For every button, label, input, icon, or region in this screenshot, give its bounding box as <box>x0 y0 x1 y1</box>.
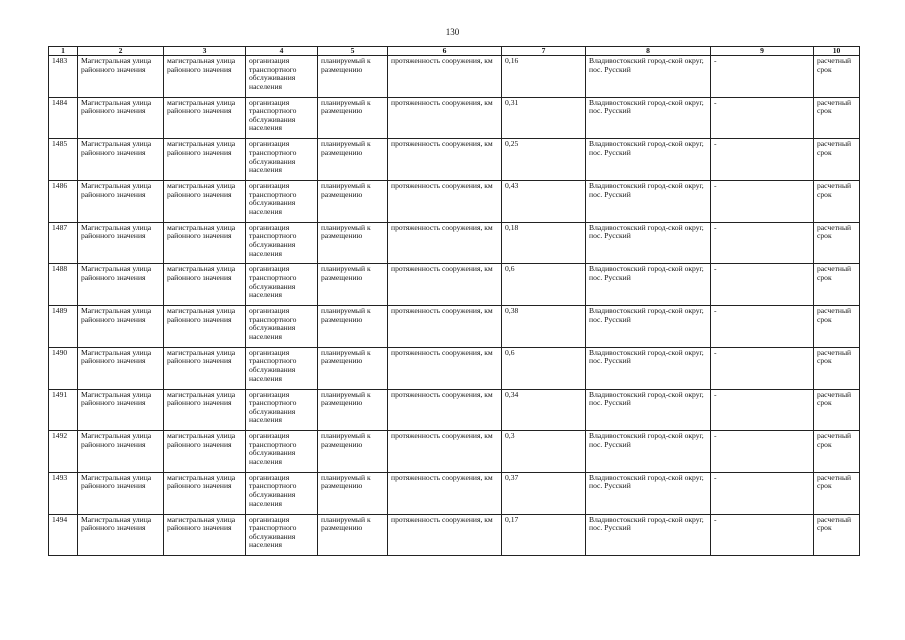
cell-term: расчетный срок <box>814 97 860 139</box>
cell-location: Владивостокский город-ской округ, пос. Русский <box>586 514 711 556</box>
column-header-4: 4 <box>246 47 318 56</box>
cell-status: планируемый к размещению <box>318 389 388 431</box>
cell-purpose: организация транспортного обслуживания населения <box>246 514 318 556</box>
cell-number: 1490 <box>49 347 78 389</box>
cell-term: расчетный срок <box>814 472 860 514</box>
cell-location: Владивостокский город-ской округ, пос. Русский <box>586 97 711 139</box>
cell-purpose: организация транспортного обслуживания населения <box>246 264 318 306</box>
cell-status: планируемый к размещению <box>318 514 388 556</box>
table-row <box>49 222 860 264</box>
column-header-1: 1 <box>49 47 78 56</box>
cell-value: 0,18 <box>502 222 586 264</box>
cell-object-type: магистральная улица районного значения <box>164 264 246 306</box>
cell-number: 1491 <box>49 389 78 431</box>
cell-characteristic: протяженность сооружения, км <box>388 139 502 181</box>
cell-location: Владивостокский город-ской округ, пос. Русский <box>586 431 711 473</box>
cell-status: планируемый к размещению <box>318 56 388 98</box>
table-row <box>49 181 860 223</box>
cell-number: 1487 <box>49 222 78 264</box>
cell-zone: - <box>711 431 814 473</box>
cell-object-name: Магистральная улица районного значения <box>78 139 164 181</box>
table-row <box>49 139 860 181</box>
cell-object-name: Магистральная улица районного значения <box>78 472 164 514</box>
cell-object-type: магистральная улица районного значения <box>164 222 246 264</box>
cell-object-name: Магистральная улица районного значения <box>78 264 164 306</box>
cell-characteristic: протяженность сооружения, км <box>388 264 502 306</box>
cell-zone: - <box>711 222 814 264</box>
cell-object-type: магистральная улица районного значения <box>164 56 246 98</box>
table-row <box>49 347 860 389</box>
cell-term: расчетный срок <box>814 306 860 348</box>
cell-location: Владивостокский город-ской округ, пос. Русский <box>586 472 711 514</box>
cell-zone: - <box>711 389 814 431</box>
column-header-3: 3 <box>164 47 246 56</box>
table-body <box>49 56 860 556</box>
cell-zone: - <box>711 56 814 98</box>
cell-zone: - <box>711 306 814 348</box>
cell-number: 1489 <box>49 306 78 348</box>
cell-object-type: магистральная улица районного значения <box>164 514 246 556</box>
cell-purpose: организация транспортного обслуживания населения <box>246 431 318 473</box>
cell-object-name: Магистральная улица районного значения <box>78 389 164 431</box>
cell-location: Владивостокский город-ской округ, пос. Русский <box>586 181 711 223</box>
cell-object-name: Магистральная улица районного значения <box>78 56 164 98</box>
cell-object-name: Магистральная улица районного значения <box>78 181 164 223</box>
cell-zone: - <box>711 264 814 306</box>
table-row <box>49 56 860 98</box>
cell-status: планируемый к размещению <box>318 347 388 389</box>
cell-object-name: Магистральная улица районного значения <box>78 514 164 556</box>
cell-object-type: магистральная улица районного значения <box>164 431 246 473</box>
cell-characteristic: протяженность сооружения, км <box>388 389 502 431</box>
cell-object-type: магистральная улица районного значения <box>164 472 246 514</box>
cell-term: расчетный срок <box>814 514 860 556</box>
cell-term: расчетный срок <box>814 347 860 389</box>
cell-location: Владивостокский город-ской округ, пос. Русский <box>586 222 711 264</box>
cell-characteristic: протяженность сооружения, км <box>388 514 502 556</box>
cell-characteristic: протяженность сооружения, км <box>388 306 502 348</box>
cell-value: 0,16 <box>502 56 586 98</box>
cell-term: расчетный срок <box>814 222 860 264</box>
cell-object-name: Магистральная улица районного значения <box>78 222 164 264</box>
cell-value: 0,31 <box>502 97 586 139</box>
cell-characteristic: протяженность сооружения, км <box>388 431 502 473</box>
cell-object-name: Магистральная улица районного значения <box>78 347 164 389</box>
cell-term: расчетный срок <box>814 56 860 98</box>
cell-characteristic: протяженность сооружения, км <box>388 97 502 139</box>
table-row <box>49 514 860 556</box>
cell-object-name: Магистральная улица районного значения <box>78 97 164 139</box>
column-header-6: 6 <box>388 47 502 56</box>
cell-number: 1494 <box>49 514 78 556</box>
cell-value: 0,6 <box>502 264 586 306</box>
cell-value: 0,17 <box>502 514 586 556</box>
cell-term: расчетный срок <box>814 389 860 431</box>
cell-status: планируемый к размещению <box>318 181 388 223</box>
cell-object-type: магистральная улица районного значения <box>164 97 246 139</box>
cell-object-name: Магистральная улица районного значения <box>78 306 164 348</box>
cell-status: планируемый к размещению <box>318 472 388 514</box>
cell-status: планируемый к размещению <box>318 139 388 181</box>
cell-value: 0,38 <box>502 306 586 348</box>
column-header-9: 9 <box>711 47 814 56</box>
table-row <box>49 472 860 514</box>
cell-value: 0,37 <box>502 472 586 514</box>
cell-location: Владивостокский город-ской округ, пос. Русский <box>586 306 711 348</box>
column-header-5: 5 <box>318 47 388 56</box>
cell-status: планируемый к размещению <box>318 306 388 348</box>
cell-status: планируемый к размещению <box>318 264 388 306</box>
cell-object-type: магистральная улица районного значения <box>164 389 246 431</box>
cell-value: 0,25 <box>502 139 586 181</box>
cell-location: Владивостокский город-ской округ, пос. Русский <box>586 264 711 306</box>
cell-term: расчетный срок <box>814 181 860 223</box>
cell-zone: - <box>711 181 814 223</box>
cell-number: 1493 <box>49 472 78 514</box>
cell-object-type: магистральная улица районного значения <box>164 306 246 348</box>
cell-status: планируемый к размещению <box>318 222 388 264</box>
cell-location: Владивостокский город-ской округ, пос. Русский <box>586 389 711 431</box>
cell-value: 0,34 <box>502 389 586 431</box>
cell-number: 1483 <box>49 56 78 98</box>
table-row <box>49 264 860 306</box>
cell-purpose: организация транспортного обслуживания населения <box>246 181 318 223</box>
cell-object-name: Магистральная улица районного значения <box>78 431 164 473</box>
column-header-2: 2 <box>78 47 164 56</box>
cell-characteristic: протяженность сооружения, км <box>388 56 502 98</box>
cell-purpose: организация транспортного обслуживания населения <box>246 347 318 389</box>
cell-purpose: организация транспортного обслуживания населения <box>246 56 318 98</box>
column-number-row <box>49 47 860 56</box>
cell-purpose: организация транспортного обслуживания населения <box>246 306 318 348</box>
column-header-10: 10 <box>814 47 860 56</box>
cell-zone: - <box>711 347 814 389</box>
cell-term: расчетный срок <box>814 431 860 473</box>
cell-purpose: организация транспортного обслуживания населения <box>246 139 318 181</box>
cell-object-type: магистральная улица районного значения <box>164 347 246 389</box>
cell-purpose: организация транспортного обслуживания населения <box>246 389 318 431</box>
cell-zone: - <box>711 472 814 514</box>
cell-purpose: организация транспортного обслуживания населения <box>246 97 318 139</box>
column-header-8: 8 <box>586 47 711 56</box>
cell-status: планируемый к размещению <box>318 431 388 473</box>
cell-value: 0,6 <box>502 347 586 389</box>
table-row <box>49 431 860 473</box>
table-row <box>49 389 860 431</box>
cell-characteristic: протяженность сооружения, км <box>388 222 502 264</box>
cell-status: планируемый к размещению <box>318 97 388 139</box>
cell-characteristic: протяженность сооружения, км <box>388 472 502 514</box>
cell-purpose: организация транспортного обслуживания населения <box>246 222 318 264</box>
cell-number: 1488 <box>49 264 78 306</box>
cell-location: Владивостокский город-ской округ, пос. Русский <box>586 347 711 389</box>
cell-zone: - <box>711 97 814 139</box>
cell-value: 0,3 <box>502 431 586 473</box>
column-header-7: 7 <box>502 47 586 56</box>
planned-objects-table <box>48 46 860 556</box>
cell-number: 1485 <box>49 139 78 181</box>
cell-number: 1486 <box>49 181 78 223</box>
cell-purpose: организация транспортного обслуживания населения <box>246 472 318 514</box>
cell-characteristic: протяженность сооружения, км <box>388 347 502 389</box>
cell-number: 1492 <box>49 431 78 473</box>
page-number: 130 <box>445 27 460 37</box>
cell-zone: - <box>711 514 814 556</box>
table-row <box>49 306 860 348</box>
cell-value: 0,43 <box>502 181 586 223</box>
cell-object-type: магистральная улица районного значения <box>164 139 246 181</box>
cell-number: 1484 <box>49 97 78 139</box>
cell-characteristic: протяженность сооружения, км <box>388 181 502 223</box>
table-row <box>49 97 860 139</box>
cell-location: Владивостокский город-ской округ, пос. Русский <box>586 139 711 181</box>
cell-term: расчетный срок <box>814 139 860 181</box>
cell-term: расчетный срок <box>814 264 860 306</box>
cell-object-type: магистральная улица районного значения <box>164 181 246 223</box>
cell-location: Владивостокский город-ской округ, пос. Русский <box>586 56 711 98</box>
cell-zone: - <box>711 139 814 181</box>
